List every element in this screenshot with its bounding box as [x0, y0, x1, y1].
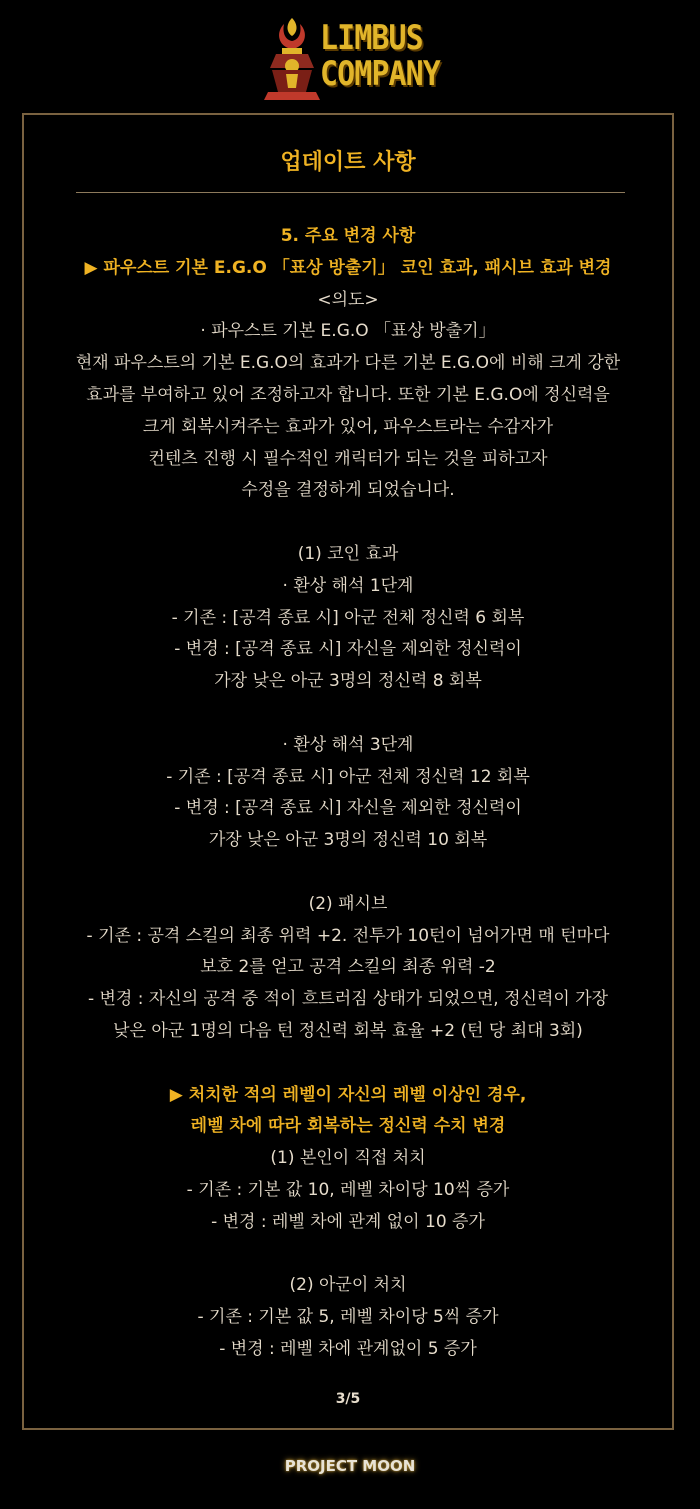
- blank-line: [24, 507, 672, 539]
- notice-line: 가장 낮은 아군 3명의 정신력 8 회복: [214, 671, 482, 692]
- notice-line: - 기존 : 기본 값 10, 레벨 차이당 10씩 증가: [186, 1179, 510, 1200]
- notice-line: 컨텐츠 진행 시 필수적인 캐릭터가 되는 것을 피하고자: [148, 448, 548, 469]
- notice-line: ▶ 처치한 적의 레벨이 자신의 레벨 이상인 경우,: [169, 1084, 527, 1105]
- notice-line: (2) 아군이 처치: [289, 1275, 407, 1296]
- notice-line: (1) 코인 효과: [297, 543, 399, 564]
- notice-line: - 기존 : [공격 종료 시] 아군 전체 정신력 12 회복: [166, 766, 530, 787]
- limbus-company-logo: [262, 14, 442, 102]
- notice-body: [24, 221, 672, 1366]
- notice-line: 가장 낮은 아군 3명의 정신력 10 회복: [208, 830, 488, 851]
- blank-line: [24, 1048, 672, 1080]
- notice-line: 효과를 부여하고 있어 조정하고자 합니다. 또한 기본 E.G.O에 정신력을: [86, 384, 610, 405]
- logo-wordmark: LIMBUS COMPANY: [320, 18, 440, 94]
- notice-line: 5. 주요 변경 사항: [280, 226, 416, 246]
- notice-line: - 기존 : [공격 종료 시] 아군 전체 정신력 6 회복: [171, 607, 525, 628]
- notice-line: 크게 회복시켜주는 효과가 있어, 파우스트라는 수감자가: [142, 416, 554, 437]
- notice-panel: [22, 113, 674, 1430]
- blank-line: [24, 1239, 672, 1271]
- notice-line: · 환상 해석 3단계: [282, 734, 414, 755]
- notice-line: 레벨 차에 따라 회복하는 정신력 수치 변경: [190, 1116, 506, 1137]
- blank-line: [24, 698, 672, 730]
- notice-line: ▶ 파우스트 기본 E.G.O 「표상 방출기」 코인 효과, 패시브 효과 변경: [84, 257, 612, 278]
- notice-line: - 변경 : [공격 종료 시] 자신을 제외한 정신력이: [174, 798, 522, 819]
- notice-line: - 변경 : 레벨 차에 관계 없이 10 증가: [211, 1211, 485, 1232]
- notice-line: 현재 파우스트의 기본 E.G.O의 효과가 다른 기본 E.G.O에 비해 크게 강한: [75, 353, 621, 374]
- blank-line: [24, 857, 672, 889]
- notice-line: - 변경 : 자신의 공격 중 적이 흐트러짐 상태가 되었으면, 정신력이 가장: [87, 989, 609, 1010]
- notice-line: - 기존 : 기본 값 5, 레벨 차이당 5씩 증가: [197, 1307, 499, 1328]
- page-indicator: 3/5: [335, 1391, 361, 1407]
- logo-emblem-icon: [262, 14, 324, 100]
- notice-line: - 변경 : [공격 종료 시] 자신을 제외한 정신력이: [174, 639, 522, 660]
- notice-line: (2) 패시브: [308, 893, 388, 914]
- notice-line: · 환상 해석 1단계: [282, 575, 414, 596]
- notice-title: 업데이트 사항: [280, 150, 416, 175]
- notice-line: - 기존 : 공격 스킬의 최종 위력 +2. 전투가 10턴이 넘어가면 매 턴마다: [86, 925, 610, 946]
- notice-line: 보호 2를 얻고 공격 스킬의 최종 위력 -2: [200, 957, 496, 978]
- notice-line: (1) 본인이 직접 처치: [270, 1148, 426, 1169]
- notice-line: 수정을 결정하게 되었습니다.: [241, 480, 455, 501]
- title-divider: [76, 192, 625, 193]
- notice-line: 낮은 아군 1명의 다음 턴 정신력 회복 효율 +2 (턴 당 최대 3회): [113, 1020, 583, 1041]
- notice-line: - 변경 : 레벨 차에 관계없이 5 증가: [219, 1338, 477, 1359]
- footer-brand: PROJECT MOON: [284, 1457, 416, 1475]
- notice-line: · 파우스트 기본 E.G.O 「표상 방출기」: [200, 321, 496, 342]
- notice-line: <의도>: [317, 289, 379, 310]
